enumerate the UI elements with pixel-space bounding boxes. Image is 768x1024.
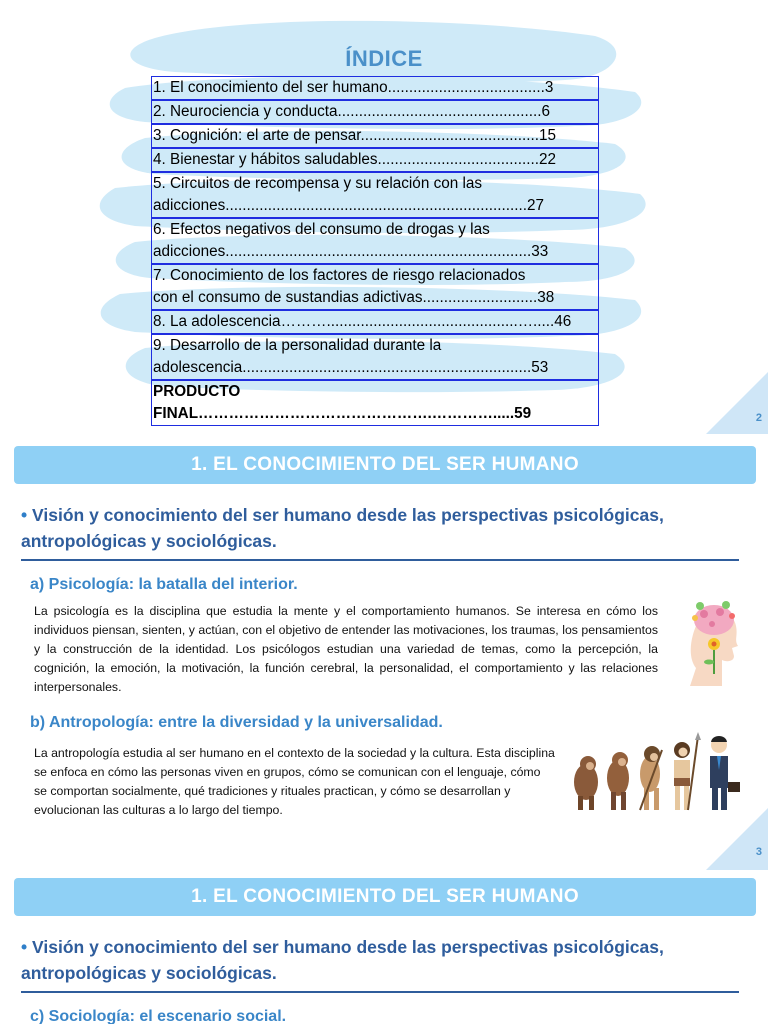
content-page-4	[0, 870, 768, 1024]
index-list	[151, 76, 599, 426]
index-entry-5[interactable]: 5. Circuitos de recompensa y su relación con las adicciones.......................................................................27	[151, 172, 599, 218]
page-corner-decoration	[706, 372, 768, 434]
index-entry-2[interactable]: 2. Neurociencia y conducta................................................6	[151, 100, 599, 124]
divider-line	[21, 991, 739, 993]
content-page-3	[0, 434, 768, 870]
chapter-banner: 1. EL CONOCIMIENTO DEL SER HUMANO	[14, 446, 756, 484]
page-corner-decoration	[706, 808, 768, 870]
section-subheading	[21, 934, 741, 986]
index-entry-4[interactable]: 4. Bienestar y hábitos saludables......................................22	[151, 148, 599, 172]
index-page	[0, 0, 768, 434]
index-entry-9[interactable]: 9. Desarrollo de la personalidad durante la adolescencia....................................................................53	[151, 334, 599, 380]
index-entry-final-product[interactable]: PRODUCTO FINAL……………………………………….………….....59	[151, 380, 599, 426]
page-number: 2	[755, 412, 762, 424]
section-b-paragraph: La antropología estudia al ser humano en el contexto de la sociedad y la cultura. Esta disciplina se enfoca en cómo las personas viven en grupos, cómo se comunican con el lenguaje, cómo se comportan socialmente, qué tradiciones y rituales practican, y cómo se desarrollan y evolucionan las culturas a lo largo del tiempo.	[34, 746, 555, 817]
index-entry-8[interactable]: 8. La adolescencia……….............................................….....46	[151, 310, 599, 334]
section-a-title: a) Psicología: la batalla del interior.	[30, 576, 298, 593]
page-number: 3	[755, 846, 762, 858]
index-entry-1[interactable]: 1. El conocimiento del ser humano.....................................3	[151, 76, 599, 100]
chapter-banner: 1. EL CONOCIMIENTO DEL SER HUMANO	[14, 878, 756, 916]
divider-line	[21, 559, 739, 561]
section-c-title: c) Sociología: el escenario social.	[30, 1008, 287, 1024]
index-entry-7[interactable]: 7. Conocimiento de los factores de riesgo relacionados con el consumo de sustandias adictivas...........................38	[151, 264, 599, 310]
section-a-paragraph: La psicología es la disciplina que estudia la mente y el comportamiento humanos. Se interesa en cómo los individuos piensan, sienten, y actúan, con el objetivo de entender las motivaciones, los traumas, los pensamientos y la construcción de la identidad. Los psicólogos estudian una variedad de temas, como la percepción, la cognición, la emoción, la motivación, la función cerebral, la personalidad, el comportamiento y las relaciones interpersonales.	[34, 604, 658, 694]
section-b-title: b) Antropología: entre la diversidad y la universalidad.	[30, 714, 443, 731]
index-entry-3[interactable]: 3. Cognición: el arte de pensar..........................................15	[151, 124, 599, 148]
bullet-icon: •	[21, 505, 28, 525]
index-title: ÍNDICE	[345, 46, 423, 71]
bullet-icon: •	[21, 937, 28, 957]
subheading-text: Visión y conocimiento del ser humano desde las perspectivas psicológicas, antropológicas y sociológicas.	[21, 937, 664, 983]
subheading-text: Visión y conocimiento del ser humano desde las perspectivas psicológicas, antropológicas y sociológicas.	[21, 505, 664, 551]
human-evolution-icon	[570, 730, 748, 814]
head-brain-icon	[682, 596, 744, 696]
section-subheading	[21, 502, 741, 554]
index-entry-6[interactable]: 6. Efectos negativos del consumo de drogas y las adicciones........................................................................33	[151, 218, 599, 264]
